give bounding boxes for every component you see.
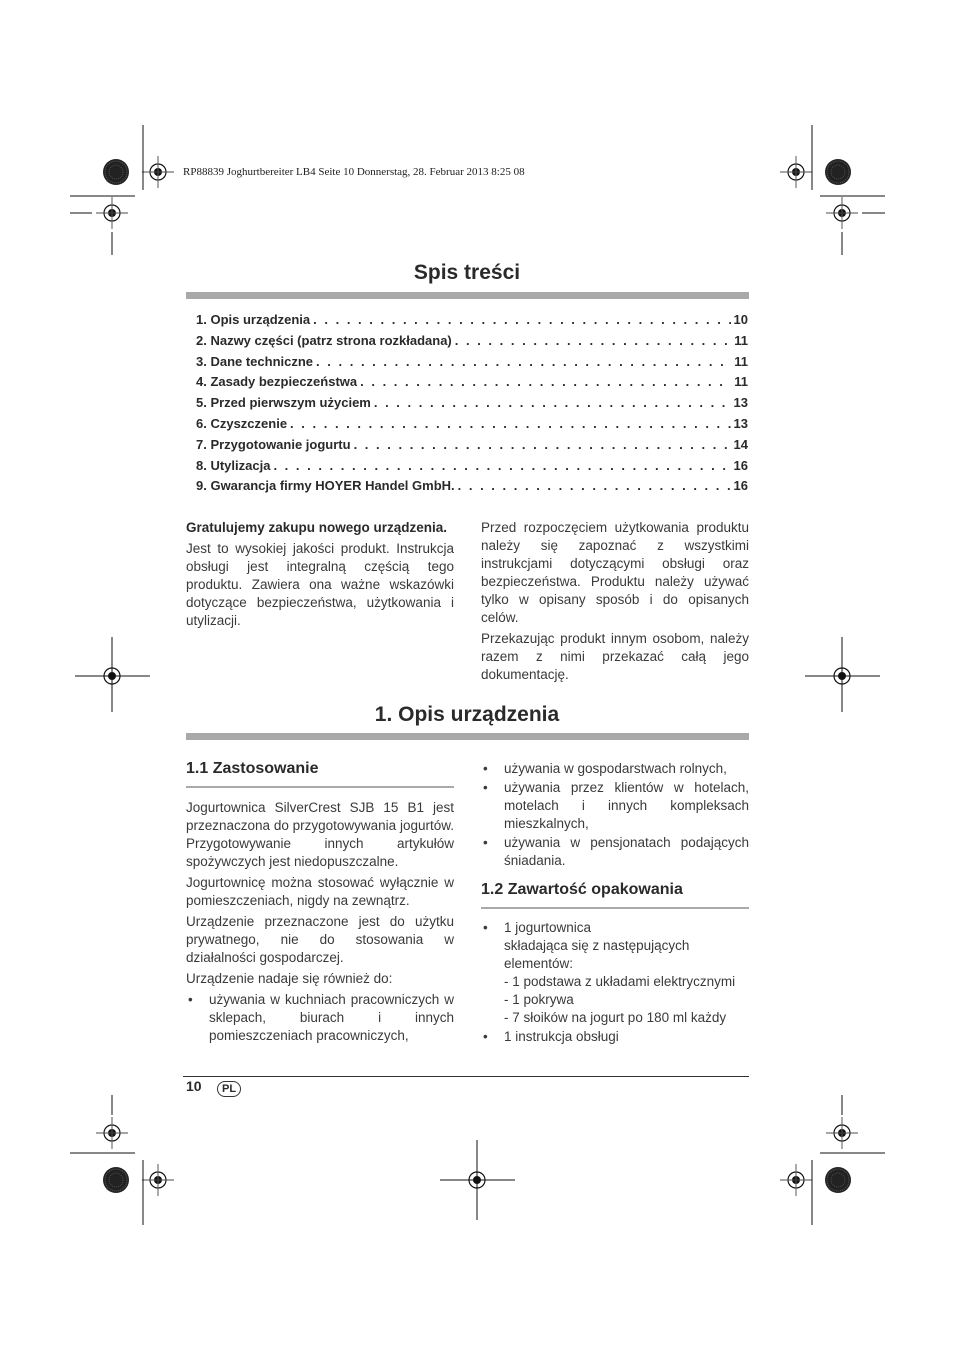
toc-item-label: 8. Utylizacja xyxy=(196,457,271,473)
toc-item-page: 13 xyxy=(733,395,748,411)
toc-item-label: 1. Opis urządzenia xyxy=(196,312,311,327)
toc-leader-dots xyxy=(374,395,731,410)
intro-paragraph: Jest to wysokiej jakości produkt. Instrukcja obsługi jest integralną częścią tego produktu. Zawiera ona ważne wskazówki dotyczące bezpieczeństwa, użytkowania i utylizacji. xyxy=(186,541,454,628)
list-item: • używania przez klientów w hotelach, motelach i innych kompleksach mieszkalnych, xyxy=(481,779,749,833)
usage-list-continued xyxy=(481,760,749,871)
toc-item-label: 3. Dane techniczne xyxy=(196,353,314,369)
usage-list xyxy=(481,760,749,870)
package-subitem: - 1 podstawa z układami elektrycznymi xyxy=(504,974,736,989)
toc-item-page: 13 xyxy=(733,416,748,431)
toc-leader-dots xyxy=(316,354,731,369)
subsection-rule xyxy=(186,786,454,788)
toc-leader-dots xyxy=(458,478,731,493)
footer-rule xyxy=(183,1076,749,1077)
list-item: • używania w gospodarstwach rolnych, xyxy=(481,760,749,778)
toc-item[interactable] xyxy=(196,312,748,333)
toc-item[interactable] xyxy=(196,354,748,375)
package-item-name: • 1 jogurtownica xyxy=(504,920,592,935)
toc-item-page: 14 xyxy=(733,436,748,452)
toc-item-label: 2. Nazwy części (patrz strona rozkładana) xyxy=(196,332,452,348)
intro-lead: Gratulujemy zakupu nowego urządzenia. xyxy=(186,520,448,535)
usage-paragraph: Jogurtownicę można stosować wyłącznie w pomieszczeniach, nigdy na zewnątrz. xyxy=(186,875,454,908)
toc-item-label: 6. Czyszczenie xyxy=(196,416,288,431)
toc-item[interactable] xyxy=(196,333,748,354)
package-list xyxy=(481,919,749,1046)
toc-item[interactable] xyxy=(196,416,748,437)
usage-paragraph: Jogurtownica SilverCrest SJB 15 B1 jest przeznaczona do przygotowywania jogurtów. Przygotowywanie innych artykułów spożywczych jest niedopuszczalne. xyxy=(186,800,454,869)
subsection-title: 1.1 Zastosowanie xyxy=(186,760,319,777)
package-subitem: - 7 słoików na jogurt po 180 ml każdy xyxy=(504,1010,727,1025)
page-number: 10 xyxy=(186,1078,202,1094)
toc-item-label: 9. Gwarancja firmy HOYER Handel GmbH. xyxy=(196,478,455,494)
usage-text xyxy=(186,799,454,1046)
list-item: • używania w pensjonatach podających śniadania. xyxy=(481,834,749,870)
toc-leader-dots xyxy=(354,437,731,452)
toc-item-page: 11 xyxy=(734,332,748,348)
print-header: RP88839 Joghurtbereiter LB4 Seite 10 Donnerstag, 28. Februar 2013 8:25 08 xyxy=(183,166,525,178)
toc-item[interactable] xyxy=(196,478,748,499)
list-item: • 1 instrukcja obsługi xyxy=(481,1028,749,1046)
package-contents xyxy=(481,919,749,1047)
list-item: • używania w kuchniach pracowniczych w sklepach, biurach i innych pomieszczeniach pracowniczych, xyxy=(186,991,454,1045)
toc-item-label: 4. Zasady bezpieczeństwa xyxy=(196,374,358,390)
intro-paragraph: Przed rozpoczęciem użytkowania produktu należy się zapoznać z wszystkimi instrukcjami dotyczącymi obsługi oraz bezpieczeństwa. Produktu należy używać tylko w opisany sposób i do opisanych celów. xyxy=(481,520,749,625)
section-title-bar xyxy=(186,733,749,740)
usage-paragraph: Urządzenie nadaje się również do: xyxy=(186,971,393,986)
usage-paragraph: Urządzenie przeznaczone jest do użytku prywatnego, nie do stosowania w działalności gospodarczej. xyxy=(186,914,454,965)
toc-item[interactable] xyxy=(196,374,748,395)
toc-title: Spis treści xyxy=(413,261,521,284)
toc-leader-dots xyxy=(273,458,730,473)
usage-list xyxy=(186,991,454,1045)
list-item xyxy=(481,919,749,1027)
section-title: 1. Opis urządzenia xyxy=(374,703,560,726)
toc-leader-dots xyxy=(455,333,731,348)
toc-item-label: 5. Przed pierwszym użyciem xyxy=(196,395,371,411)
toc-item[interactable] xyxy=(196,395,748,416)
toc-item-page: 16 xyxy=(733,478,748,494)
toc-item[interactable] xyxy=(196,458,748,479)
toc-item-label: 7. Przygotowanie jogurtu xyxy=(196,436,351,452)
toc-item-page: 11 xyxy=(734,353,748,369)
toc-leader-dots xyxy=(313,312,730,327)
language-badge: PL xyxy=(217,1081,241,1097)
intro-paragraph: Przekazując produkt innym osobom, należy razem z nimi przekazać całą jego dokumentację. xyxy=(481,631,749,682)
toc-item-page: 11 xyxy=(734,374,748,390)
toc-item-page: 16 xyxy=(733,457,748,473)
subsection-title: 1.2 Zawartość opakowania xyxy=(481,881,683,898)
subsection-rule xyxy=(481,907,749,909)
toc-item[interactable] xyxy=(196,437,748,458)
intro-left-column xyxy=(186,519,454,633)
intro-right-column xyxy=(481,519,749,687)
toc-item-page: 10 xyxy=(733,312,748,327)
package-item-desc: składająca się z następujących elementów: xyxy=(504,938,690,971)
package-subitem: - 1 pokrywa xyxy=(504,992,574,1007)
toc-leader-dots xyxy=(360,374,731,389)
toc-title-bar xyxy=(186,292,749,299)
toc-leader-dots xyxy=(290,416,730,431)
